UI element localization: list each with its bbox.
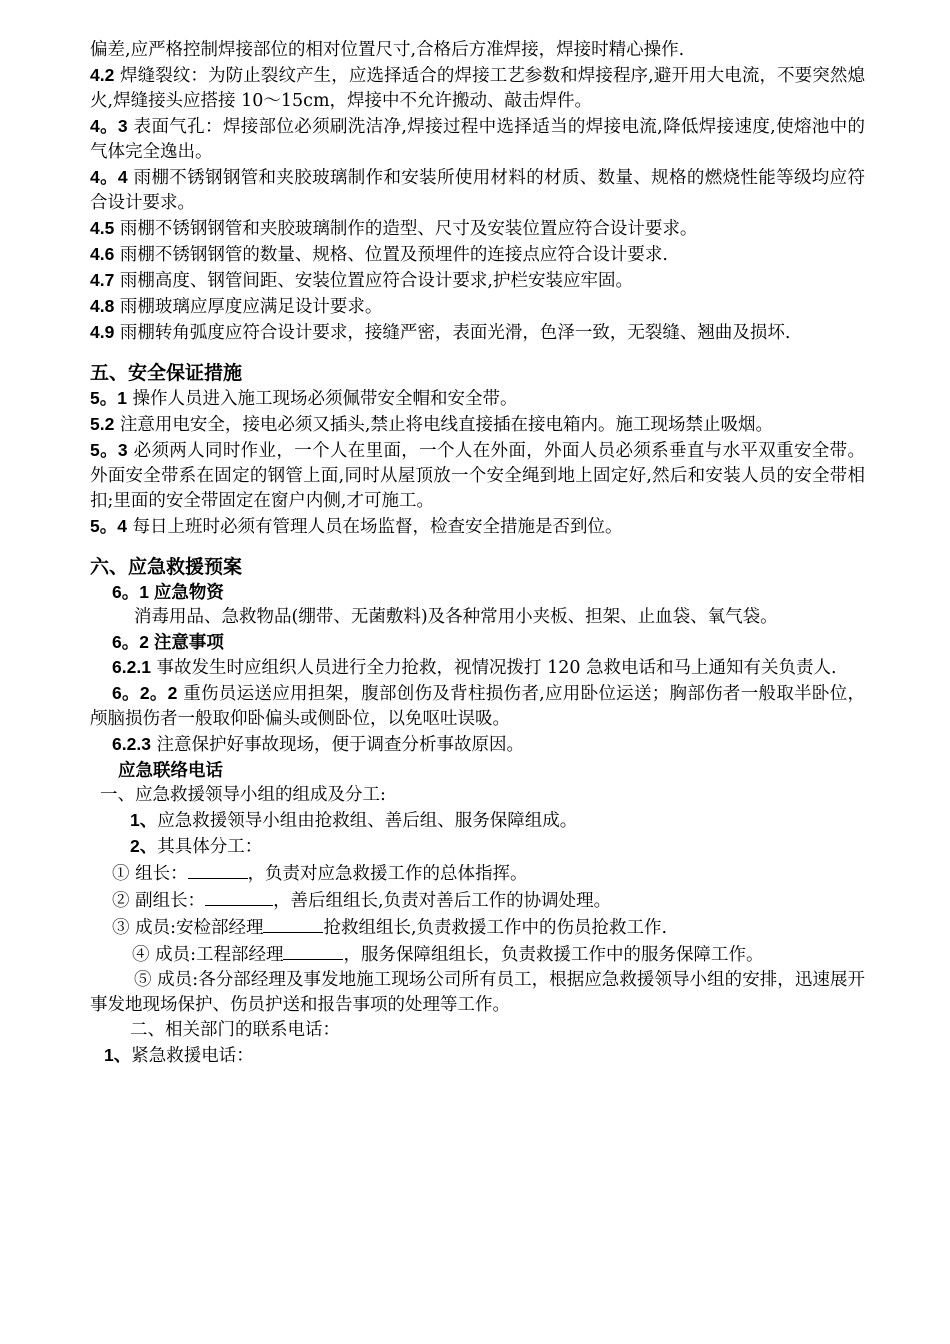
member-5: ⑤ 成员:各分部经理及事发地施工现场公司所有员工，根据应急救援领导小组的安排，迅速展开事发地现场保护、伤员护送和报告事项的处理等工作。	[90, 970, 865, 1015]
paragraph-4-6: 4.6 雨棚不锈钢钢管的数量、规格、位置及预埋件的连接点应符合设计要求.	[90, 244, 668, 265]
paragraph-4-8: 4.8 雨棚玻璃应厚度应满足设计要求。	[90, 296, 383, 317]
paragraph-6-1-text: 消毒用品、急救物品(绷带、无菌敷料)及各种常用小夹板、担架、止血袋、氧气袋。	[134, 607, 778, 627]
section-6-heading: 六、应急救援预案	[90, 556, 243, 578]
item-number: 4。3	[90, 116, 128, 136]
member-4: ④ 成员:工程部经理 ，服务保障组组长，负责救援工作中的服务保障工作。	[90, 941, 865, 968]
paragraph-5-1: 5。1 操作人员进入施工现场必须佩带安全帽和安全带。	[90, 388, 518, 409]
item-number: 4.6	[90, 244, 115, 264]
item-number: 5。3	[90, 440, 128, 460]
item-number: 4.5	[90, 218, 115, 238]
item-number: 4。4	[90, 167, 128, 187]
blank-line	[205, 887, 273, 906]
member-3: ③ 成员:安检部经理 抢救组组长,负责救援工作中的伤员抢救工作.	[90, 914, 865, 941]
blank-line	[263, 914, 323, 933]
subheading-6-2: 6。2 注意事项	[112, 632, 224, 652]
item-number: 6.2.1	[112, 657, 151, 677]
paragraph-4-4: 4。4 雨棚不锈钢钢管和夹胶玻璃制作和安装所使用材料的材质、数量、规格的燃烧性能等级均应符合设计要求。	[90, 167, 866, 213]
paragraph-4-5: 4.5 雨棚不锈钢钢管和夹胶玻璃制作的造型、尺寸及安装位置应符合设计要求。	[90, 218, 698, 239]
member-2: ② 副组长： ，善后组组长,负责对善后工作的协调处理。	[90, 887, 865, 914]
paragraph-5-3: 5。3 必须两人同时作业，一个人在里面，一个人在外面，外面人员必须系垂直与水平双重安全带。外面安全带系在固定的钢管上面,同时从屋顶放一个安全绳到地上固定好,然后和安装人员的安全带相扣;里面的安全带固定在窗户内侧,才可施工。	[90, 440, 866, 511]
paragraph-6-2-1: 6.2.1 事故发生时应组织人员进行全力抢救，视情况拨打 120 急救电话和马上通知有关负责人.	[112, 657, 837, 678]
contact-line-4: 二、相关部门的联系电话：	[130, 1020, 340, 1040]
document-page	[90, 38, 865, 1069]
paragraph-6-2-2: 6。2。2 重伤员运送应用担架，腹部创伤及背柱损伤者,应用卧位运送；胸部伤者一般取半卧位，颅脑损伤者一般取仰卧偏头或侧卧位，以免呕吐误吸。	[90, 683, 865, 729]
item-number: 5。1	[90, 388, 127, 408]
paragraph-4-2: 4.2 焊缝裂纹：为防止裂纹产生，应选择适合的焊接工艺参数和焊接程序,避开用大电流，不要突然熄火,焊缝接头应搭接 10～15cm，焊接中不允许搬动、敲击焊件。	[90, 65, 865, 111]
contact-line-2: 1、应急救援领导小组由抢救组、善后组、服务保障组成。	[130, 810, 578, 831]
section-5-heading: 五、安全保证措施	[90, 362, 243, 384]
contact-line-1: 一、应急救援领导小组的组成及分工:	[100, 785, 386, 805]
subheading-6-1: 6。1 应急物资	[112, 582, 224, 602]
item-number: 4.2	[90, 65, 115, 85]
item-number: 4.9	[90, 322, 115, 342]
paragraph-4-3: 4。3 表面气孔：焊接部位必须刷洗洁净,焊接过程中选择适当的焊接电流,降低焊接速度,使熔池中的气体完全逸出。	[90, 116, 865, 162]
item-number: 5。4	[90, 516, 127, 536]
item-number: 6.2.3	[112, 734, 151, 754]
contact-line-5: 1、紧急救援电话：	[104, 1045, 254, 1066]
paragraph-4-1-cont: 偏差,应严格控制焊接部位的相对位置尺寸,合格后方准焊接，焊接时精心操作.	[90, 40, 685, 60]
member-1: ① 组长： ，负责对应急救援工作的总体指挥。	[90, 860, 865, 887]
item-number: 4.7	[90, 270, 115, 290]
item-number: 5.2	[90, 414, 115, 434]
blank-line	[188, 860, 248, 879]
contact-line-3: 2、其具体分工：	[130, 836, 263, 857]
paragraph-5-2: 5.2 注意用电安全，接电必须又插头,禁止将电线直接插在接电箱内。施工现场禁止吸烟。	[90, 414, 773, 435]
paragraph-6-2-3: 6.2.3 注意保护好事故现场，便于调查分析事故原因。	[112, 734, 525, 755]
paragraph-4-7: 4.7 雨棚高度、钢管间距、安装位置应符合设计要求,护栏安装应牢固。	[90, 270, 633, 291]
paragraph-5-4: 5。4 每日上班时必须有管理人员在场监督，检查安全措施是否到位。	[90, 516, 623, 537]
blank-line	[283, 941, 343, 960]
item-number: 6。2。2	[112, 683, 178, 703]
item-number: 4.8	[90, 296, 115, 316]
contact-heading: 应急联络电话	[118, 760, 223, 780]
paragraph-4-9: 4.9 雨棚转角弧度应符合设计要求，接缝严密，表面光滑，色泽一致，无裂缝、翘曲及损坏.	[90, 322, 791, 343]
